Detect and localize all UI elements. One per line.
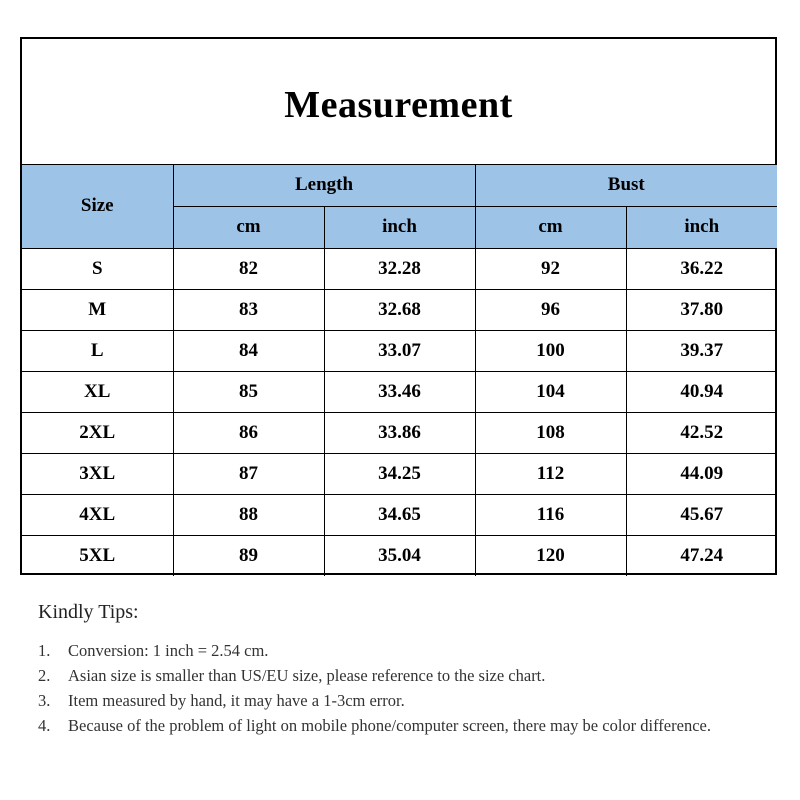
bust-cm-cell: 112 (475, 453, 626, 494)
tip-item (38, 688, 778, 713)
title-row (22, 39, 775, 165)
bust-cm-header: cm (475, 206, 626, 248)
bust-inch-cell: 47.24 (626, 535, 777, 576)
tips-title: Kindly Tips: (38, 601, 139, 623)
table-row (22, 453, 777, 494)
length-cm-cell: 88 (173, 494, 324, 535)
table-row (22, 248, 777, 289)
size-cell: 5XL (22, 535, 173, 576)
tip-text: Item measured by hand, it may have a 1-3cm error. (68, 691, 405, 710)
size-cell: 2XL (22, 412, 173, 453)
size-cell: M (22, 289, 173, 330)
table-row (22, 371, 777, 412)
tip-item (38, 713, 778, 738)
size-cell: 4XL (22, 494, 173, 535)
length-cm-cell: 84 (173, 330, 324, 371)
tip-text: Conversion: 1 inch = 2.54 cm. (68, 641, 269, 660)
bust-cm-cell: 104 (475, 371, 626, 412)
bust-inch-cell: 39.37 (626, 330, 777, 371)
table-row (22, 535, 777, 576)
length-cm-header: cm (173, 206, 324, 248)
tip-number: 4. (38, 716, 51, 735)
table-row (22, 330, 777, 371)
tip-text: Asian size is smaller than US/EU size, please reference to the size chart. (68, 666, 546, 685)
bust-group-header: Bust (475, 165, 777, 206)
bust-inch-cell: 40.94 (626, 371, 777, 412)
tip-number: 1. (38, 641, 51, 660)
tips-list (38, 638, 778, 738)
length-inch-cell: 34.25 (324, 453, 475, 494)
length-inch-header: inch (324, 206, 475, 248)
length-inch-cell: 34.65 (324, 494, 475, 535)
bust-inch-cell: 37.80 (626, 289, 777, 330)
tip-item (38, 638, 778, 663)
length-cm-cell: 87 (173, 453, 324, 494)
bust-cm-cell: 116 (475, 494, 626, 535)
length-inch-cell: 33.07 (324, 330, 475, 371)
bust-cm-cell: 100 (475, 330, 626, 371)
length-cm-cell: 86 (173, 412, 324, 453)
length-cm-cell: 89 (173, 535, 324, 576)
size-cell: S (22, 248, 173, 289)
length-inch-cell: 33.46 (324, 371, 475, 412)
kindly-tips (38, 601, 778, 738)
length-cm-cell: 83 (173, 289, 324, 330)
bust-inch-cell: 44.09 (626, 453, 777, 494)
bust-cm-cell: 120 (475, 535, 626, 576)
table-row (22, 494, 777, 535)
tip-item (38, 663, 778, 688)
bust-cm-cell: 92 (475, 248, 626, 289)
bust-inch-cell: 45.67 (626, 494, 777, 535)
bust-inch-cell: 36.22 (626, 248, 777, 289)
tip-text: Because of the problem of light on mobile phone/computer screen, there may be color difference. (68, 716, 711, 735)
bust-cm-cell: 96 (475, 289, 626, 330)
bust-inch-header: inch (626, 206, 777, 248)
length-inch-cell: 35.04 (324, 535, 475, 576)
tip-number: 3. (38, 691, 51, 710)
size-cell: 3XL (22, 453, 173, 494)
table-row (22, 289, 777, 330)
length-inch-cell: 33.86 (324, 412, 475, 453)
size-table (22, 165, 777, 576)
chart-title: Measurement (284, 83, 513, 126)
tip-number: 2. (38, 666, 51, 685)
length-cm-cell: 82 (173, 248, 324, 289)
bust-inch-cell: 42.52 (626, 412, 777, 453)
bust-cm-cell: 108 (475, 412, 626, 453)
size-cell: XL (22, 371, 173, 412)
table-row (22, 412, 777, 453)
size-cell: L (22, 330, 173, 371)
size-column-header: Size (22, 165, 173, 248)
length-cm-cell: 85 (173, 371, 324, 412)
length-inch-cell: 32.28 (324, 248, 475, 289)
length-inch-cell: 32.68 (324, 289, 475, 330)
measurement-chart (20, 37, 777, 575)
length-group-header: Length (173, 165, 475, 206)
